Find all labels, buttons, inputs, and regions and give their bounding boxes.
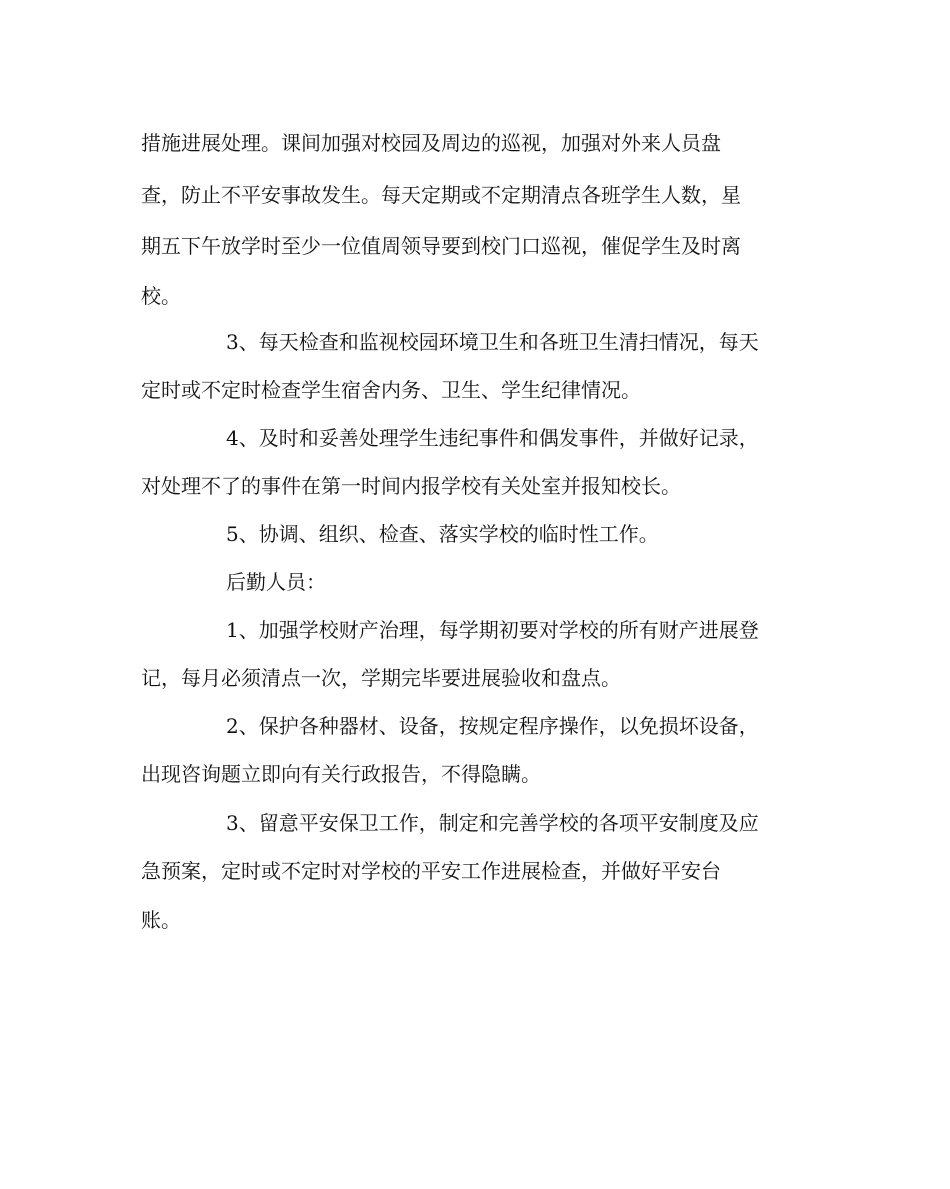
text-line: 查，防止不平安事故发生。每天定期或不定期清点各班学生人数，星 — [141, 183, 741, 207]
section-heading: 后勤人员： — [226, 570, 326, 594]
text-line: 1、加强学校财产治理，每学期初要对学校的所有财产进展登 — [226, 618, 759, 642]
text-line: 出现咨询题立即向有关行政报告，不得隐瞒。 — [141, 762, 541, 786]
text-line: 措施进展处理。课间加强对校园及周边的巡视，加强对外来人员盘 — [141, 131, 721, 155]
text-line: 定时或不定时检查学生宿舍内务、卫生、学生纪律情况。 — [141, 378, 641, 402]
text-line: 急预案，定时或不定时对学校的平安工作进展检查，并做好平安台 — [141, 859, 721, 883]
text-line: 4、及时和妥善处理学生违纪事件和偶发事件，并做好记录， — [226, 426, 759, 450]
text-line: 3、每天检查和监视校园环境卫生和各班卫生清扫情况，每天 — [226, 330, 759, 354]
text-line: 校。 — [141, 284, 181, 308]
text-line: 账。 — [141, 908, 181, 932]
text-line: 5、协调、组织、检查、落实学校的临时性工作。 — [226, 522, 659, 546]
text-line: 3、留意平安保卫工作，制定和完善学校的各项平安制度及应 — [226, 811, 759, 835]
text-line: 对处理不了的事件在第一时间内报学校有关处室并报知校长。 — [141, 474, 681, 498]
text-line: 记，每月必须清点一次，学期完毕要进展验收和盘点。 — [141, 666, 621, 690]
text-line: 2、保护各种器材、设备，按规定程序操作，以免损坏设备， — [226, 714, 759, 738]
text-line: 期五下午放学时至少一位值周领导要到校门口巡视，催促学生及时离 — [141, 234, 741, 258]
